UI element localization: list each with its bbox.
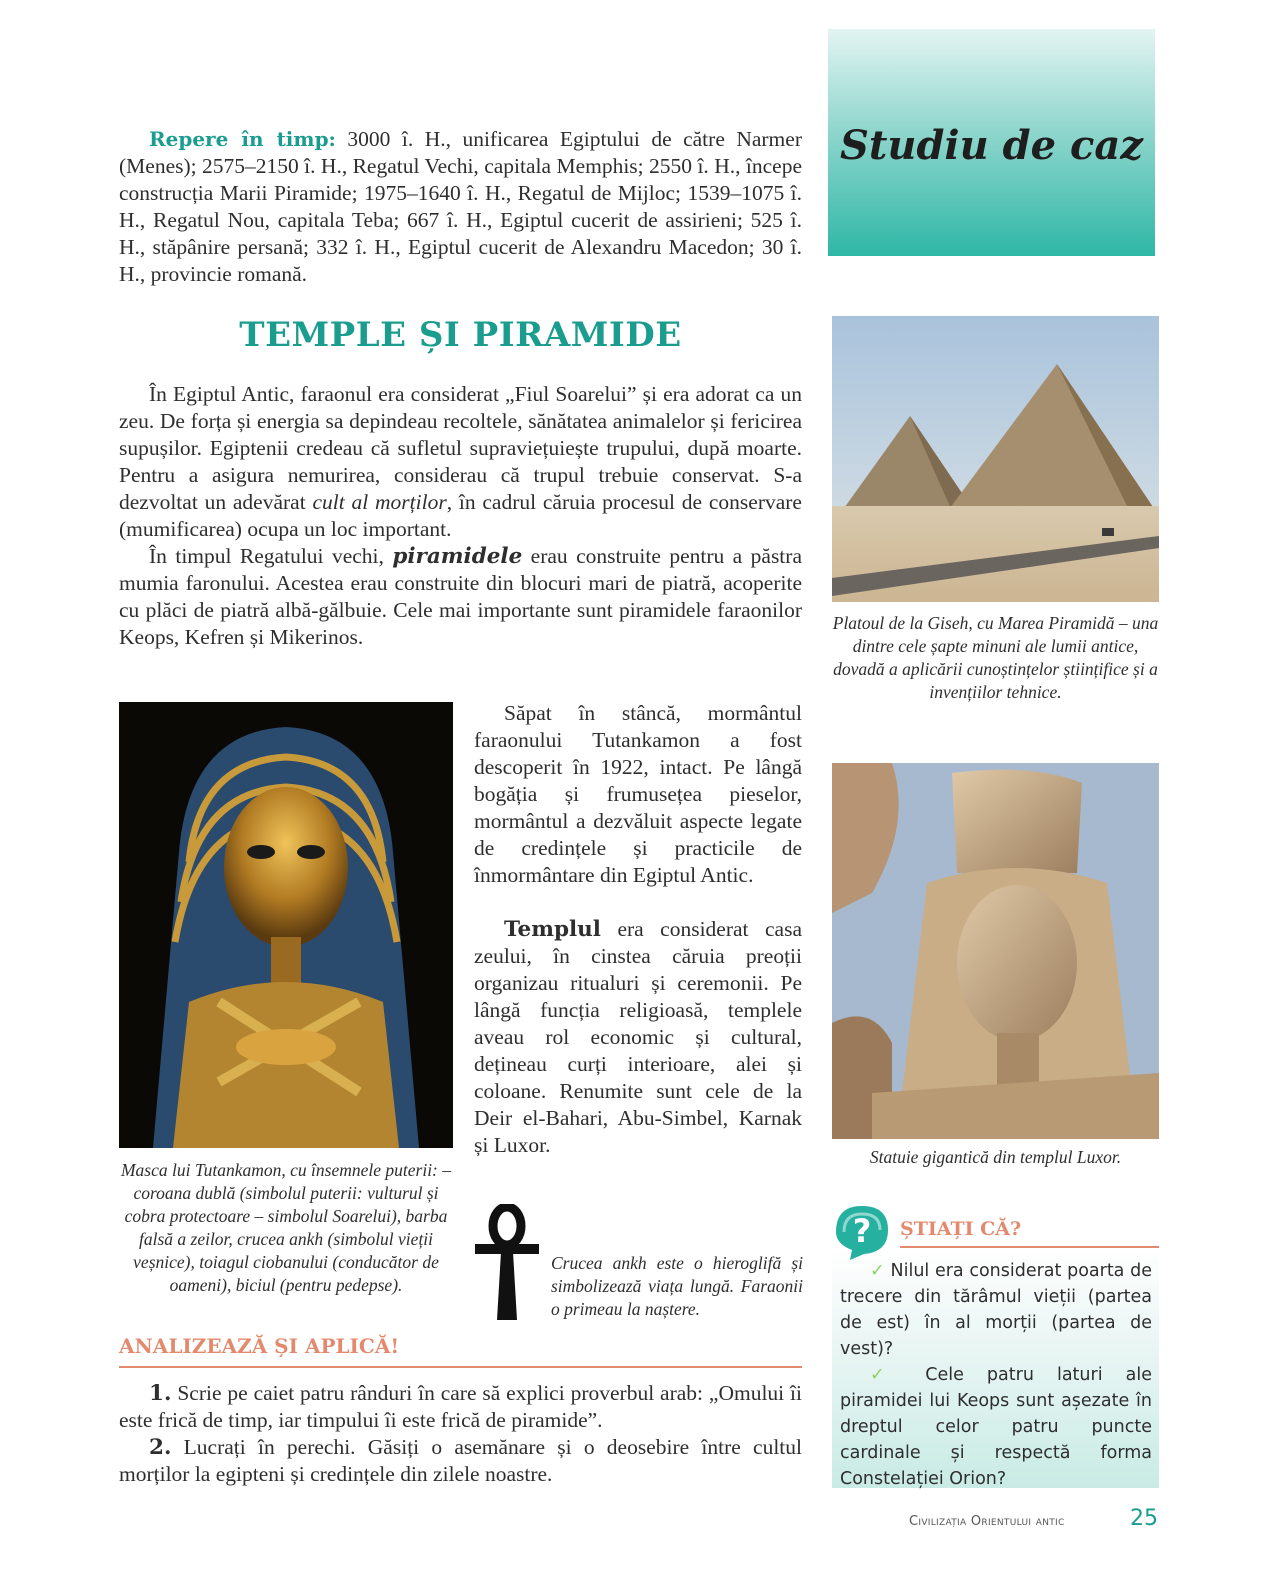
intro-paragraph-2 (119, 543, 802, 651)
pyramids-text-end: erau construite pentru a păstra mumia faronului. Acestea erau construite din blocuri mari de piatră, acoperite cu plăci de piatră albă-gălbuie. Cele mai importante sunt piramidele faraonilor Keops, Kefren și Mikerinos. (119, 544, 802, 649)
task-text: Lucrați în perechi. Găsiți o asemănare și o deosebire între cultul morților la egipteni și credințele din zilele noastre. (119, 1435, 802, 1486)
timeline-paragraph (119, 126, 802, 288)
page-number: 25 (1130, 1506, 1158, 1531)
fact-item (840, 1362, 1152, 1492)
task-number: 2. (149, 1435, 172, 1460)
task-item (119, 1434, 802, 1488)
tomb-paragraph: Săpat în stâncă, mormântul faraonului Tutankamon a fost descoperit în 1922, intact. Pe lângă bogăția și frumusețea pieselor, mormântul a dezvăluit aspecte legate de credințele și practicile de înmormântare din Egiptul Antic. (474, 701, 802, 887)
svg-text:?: ? (852, 1212, 872, 1250)
did-you-know-text (840, 1258, 1152, 1492)
section-heading: TEMPLE ȘI PIRAMIDE (239, 315, 682, 355)
pyramids-text-start: În timpul Regatului vechi, (149, 544, 393, 568)
task-item (119, 1380, 802, 1434)
intro-text (119, 381, 802, 651)
luxor-statue-photo (832, 763, 1159, 1139)
statue-caption: Statuie gigantică din templul Luxor. (869, 1147, 1122, 1167)
analyze-divider (119, 1366, 802, 1368)
fact-item (840, 1258, 1152, 1362)
intro-text-part: În Egiptul Antic, faraonul era considerat „Fiul Soarelui” și era adorat ca un zeu. De forța și energia sa depindeau recoltele, sănătatea animalelor și fericirea supușilor. Egiptenii credeau că sufletul supraviețuiește trupului, după moarte. Pentru a asigura nemurirea, considerau că trupul trebuie conservat. S-a dezvoltat un adevărat (119, 382, 802, 514)
pyramids-caption: Platoul de la Giseh, cu Marea Piramidă – una dintre cele șapte minuni ale lumii antice, dovadă a aplicării cunoștințelor științifice și a invențiilor tehnice. (832, 613, 1159, 702)
temple-paragraph (474, 916, 802, 1159)
mask-caption: Masca lui Tutankamon, cu însemnele puterii: – coroana dublă (simbolul puterii: vulturul și cobra protectoare – simbolul Soarelui), barba falsă a zeilor, crucea ankh (simbolul vieții veșnice), toiagul ciobanului (conducător de oameni), biciul (pentru pedepse). (120, 1160, 452, 1295)
ankh-caption: Crucea ankh este o hieroglifă și simbolizează viața lungă. Faraonii o primeau la naștere. (551, 1253, 803, 1319)
task-text: Scrie pe caiet patru rânduri în care să explici proverbul arab: „Omului îi este frică de timp, iar timpului îi este frică de piramide”. (119, 1381, 802, 1432)
ankh-icon (473, 1204, 541, 1322)
pyramids-keyword: piramidele (392, 544, 523, 569)
tutankhamun-mask-photo (119, 702, 453, 1148)
intro-text-end: , în cadrul căruia procesul de conservare (mumificarea) ocupa un loc important. (119, 490, 802, 541)
question-icon (830, 1202, 894, 1262)
case-study-title: Studiu de caz (840, 122, 1143, 169)
analyze-tasks (119, 1380, 802, 1488)
temple-keyword: Templul (504, 917, 601, 942)
timeline-text: 3000 î. H., unificarea Egiptului de către Narmer (Menes); 2575–2150 î. H., Regatul Vechi, capitala Memphis; 2550 î. H., începe construcția Marii Piramide; 1975–1640 î. H., Regatul de Mijloc; 1539–1075 î. H., Regatul Nou, capitala Teba; 667 î. H., Egiptul cucerit de assirieni; 525 î. H., stăpânire persană; 332 î. H., Egiptul cucerit de Alexandru Macedon; 30 î. H., provincie romană. (119, 127, 802, 286)
chapter-footer: Civilizația Orientului antic (909, 1514, 1065, 1529)
intro-paragraph-1 (119, 381, 802, 543)
giza-pyramids-photo (832, 316, 1159, 602)
check-icon: ✓ (870, 1365, 903, 1385)
task-number: 1. (149, 1381, 172, 1406)
analyze-heading: ANALIZEAZĂ ȘI APLICĂ! (119, 1334, 400, 1358)
temple-text: era considerat casa zeului, în cinstea căruia preoții organizau ritualuri și ceremonii. Pe lângă funcția religioasă, templele aveau rol economic și cultural, dețineau curți interioare, alei și coloane. Renumite sunt cele de la Deir el-Bahari, Abu-Simbel, Karnak și Luxor. (474, 917, 802, 1157)
timeline-label: Repere în timp: (149, 127, 336, 151)
fact-text: Cele patru laturi ale piramidei lui Keops sunt așezate în dreptul celor patru puncte cardinale și respectă forma Constelației Orion? (840, 1365, 1152, 1489)
did-you-know-divider (900, 1246, 1159, 1248)
check-icon: ✓ (870, 1261, 885, 1281)
cult-emphasis: cult al morților (312, 490, 447, 514)
did-you-know-title: ȘTIAȚI CĂ? (900, 1218, 1022, 1240)
fact-text: Nilul era considerat poarta de trecere din tărâmul vieții (partea de est) în al morții (partea de vest)? (840, 1261, 1152, 1359)
